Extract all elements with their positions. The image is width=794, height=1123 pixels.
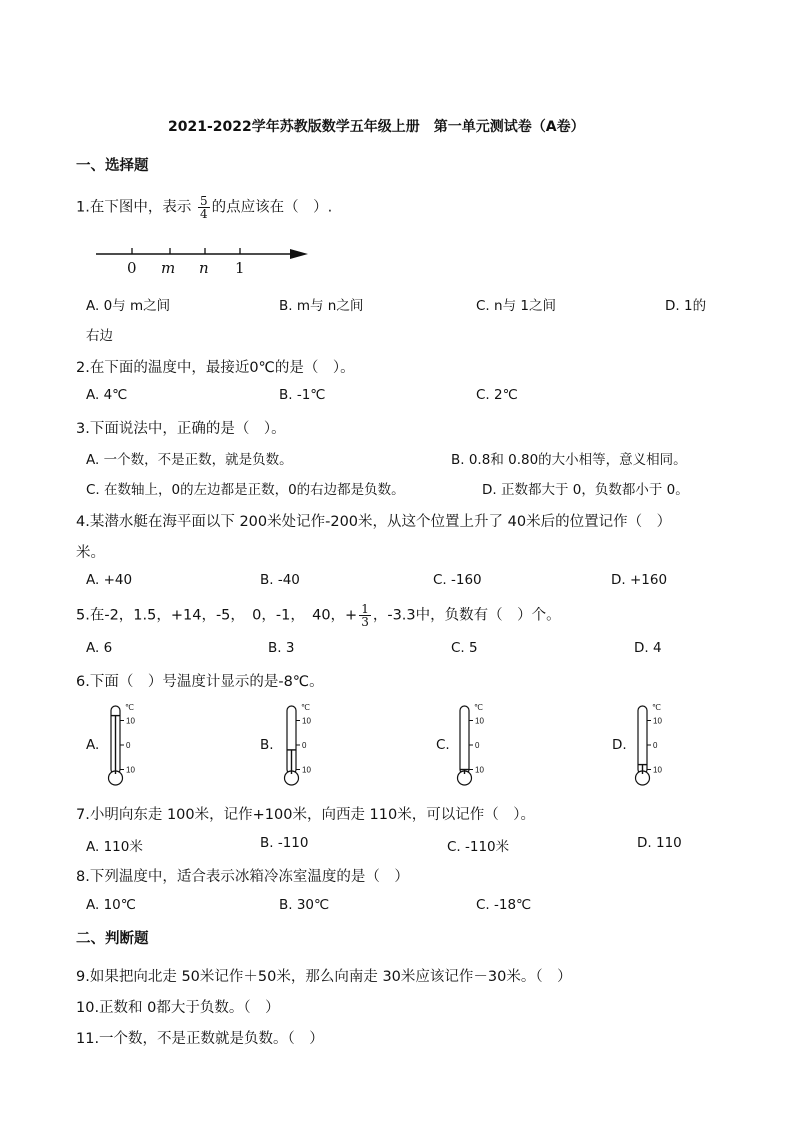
thermometer-c-graphic — [455, 702, 495, 790]
question-9: 9.如果把向北走 50米记作＋50米，那么向南走 30米应该记作－30米。（ ） — [76, 969, 572, 985]
q6-option-d[interactable]: D. — [612, 737, 627, 753]
q1-option-a[interactable]: A. 0与 m之间 — [86, 298, 171, 314]
question-7: 7.小明向东走 100米，记作+100米，向西走 110米，可以记作（ ）。 — [76, 807, 535, 823]
thermometer-a-graphic — [106, 702, 146, 790]
q4-option-d[interactable]: D. +160 — [611, 572, 668, 588]
thermometer-b — [282, 702, 322, 790]
q1-option-d-wrap: 右边 — [86, 328, 113, 344]
number-line-arrow — [290, 249, 308, 259]
q6-option-c[interactable]: C. — [436, 737, 450, 753]
fraction-1-3: $\frac{1}{3}$ — [361, 602, 369, 629]
q8-option-c[interactable]: C. -18℃ — [476, 897, 532, 913]
thermometer-tick-label: 10 — [475, 765, 484, 775]
question-4-wrap: 米。 — [76, 545, 105, 561]
thermometer-tick-label: 10 — [653, 716, 662, 726]
q1-option-b[interactable]: B. m与 n之间 — [279, 298, 364, 314]
section-heading-choice: 一、选择题 — [76, 158, 149, 174]
q7-option-d[interactable]: D. 110 — [637, 835, 682, 851]
thermometer-unit: ℃ — [652, 703, 661, 712]
question-11: 11.一个数，不是正数就是负数。（ ） — [76, 1031, 324, 1047]
number-line-label-1: 1 — [235, 259, 245, 277]
q4-option-b[interactable]: B. -40 — [260, 572, 300, 588]
q3-option-b[interactable]: B. 0.8和 0.80的大小相等，意义相同。 — [451, 452, 687, 468]
question-10: 10.正数和 0都大于负数。（ ） — [76, 1000, 280, 1016]
q5-option-a[interactable]: A. 6 — [86, 640, 113, 656]
thermometer-unit: ℃ — [301, 703, 310, 712]
q7-option-b[interactable]: B. -110 — [260, 835, 309, 851]
thermometer-tick-label: 0 — [653, 741, 658, 750]
number-line-label-0: 0 — [127, 259, 137, 277]
thermometer-tick-label: 10 — [302, 765, 311, 775]
question-3: 3.下面说法中，正确的是（ ）。 — [76, 421, 286, 437]
q3-option-a[interactable]: A. 一个数，不是正数，就是负数。 — [86, 452, 293, 468]
thermometer-a — [106, 702, 146, 790]
question-1 — [76, 195, 332, 220]
q3-option-d[interactable]: D. 正数都大于 0，负数都小于 0。 — [482, 482, 689, 498]
q6-option-a[interactable]: A. — [86, 737, 100, 753]
thermometer-unit: ℃ — [125, 703, 134, 712]
thermometer-tick-label: 10 — [302, 716, 311, 726]
thermometer-tick-label: 10 — [126, 765, 135, 775]
q5-option-c[interactable]: C. 5 — [451, 640, 478, 656]
q5-option-b[interactable]: B. 3 — [268, 640, 295, 656]
thermometer-tick-label: 10 — [653, 765, 662, 775]
question-5 — [76, 603, 561, 628]
question-1-text-after: 的点应该在（ ）. — [211, 199, 333, 216]
q7-option-c[interactable]: C. -110米 — [447, 839, 510, 855]
q1-option-d[interactable]: D. 1的 — [665, 298, 707, 314]
question-5-text-after: ，-3.3中，负数有（ ）个。 — [372, 607, 561, 624]
q8-option-a[interactable]: A. 10℃ — [86, 897, 136, 913]
thermometer-tube — [638, 706, 647, 774]
q4-option-c[interactable]: C. -160 — [433, 572, 482, 588]
thermometer-tick-label: 0 — [302, 741, 307, 750]
q8-option-b[interactable]: B. 30℃ — [279, 897, 330, 913]
q1-option-c[interactable]: C. n与 1之间 — [476, 298, 556, 314]
thermometer-tick-label: 0 — [126, 741, 131, 750]
thermometer-tick-label: 10 — [475, 716, 484, 726]
question-6: 6.下面（ ）号温度计显示的是-8℃。 — [76, 674, 324, 690]
question-4: 4.某潜水艇在海平面以下 200米处记作-200米，从这个位置上升了 40米后的位置记作（ ） — [76, 514, 672, 530]
page-title: 2021-2022学年苏教版数学五年级上册 第一单元测试卷（A卷） — [168, 119, 585, 135]
q4-option-a[interactable]: A. +40 — [86, 572, 133, 588]
q2-option-a[interactable]: A. 4℃ — [86, 387, 128, 403]
section-heading-judge: 二、判断题 — [76, 931, 149, 947]
question-2: 2.在下面的温度中，最接近0℃的是（ ）。 — [76, 360, 355, 376]
q6-option-b[interactable]: B. — [260, 737, 274, 753]
fraction-5-4: $\frac{5}{4}$ — [199, 194, 208, 221]
q2-option-c[interactable]: C. 2℃ — [476, 387, 518, 403]
question-5-text-before: 5.在-2，1.5，+14，-5， 0，-1， 40，+ — [76, 607, 358, 624]
thermometer-c — [455, 702, 495, 790]
q2-option-b[interactable]: B. -1℃ — [279, 387, 326, 403]
question-8: 8.下列温度中，适合表示冰箱冷冻室温度的是（ ） — [76, 869, 409, 885]
thermometer-tube — [460, 706, 469, 774]
question-1-text-before: 1.在下图中，表示 — [76, 199, 192, 216]
thermometer-tick-label: 10 — [126, 716, 135, 726]
number-line-label-n: n — [199, 259, 209, 277]
thermometer-d — [633, 702, 673, 790]
thermometer-b-graphic — [282, 702, 322, 790]
q5-option-d[interactable]: D. 4 — [634, 640, 662, 656]
q7-option-a[interactable]: A. 110米 — [86, 839, 143, 855]
q3-option-c[interactable]: C. 在数轴上，0的左边都是正数，0的右边都是负数。 — [86, 482, 405, 498]
number-line-label-m: m — [161, 259, 176, 277]
thermometer-d-graphic — [633, 702, 673, 790]
thermometer-tick-label: 0 — [475, 741, 480, 750]
thermometer-unit: ℃ — [474, 703, 483, 712]
